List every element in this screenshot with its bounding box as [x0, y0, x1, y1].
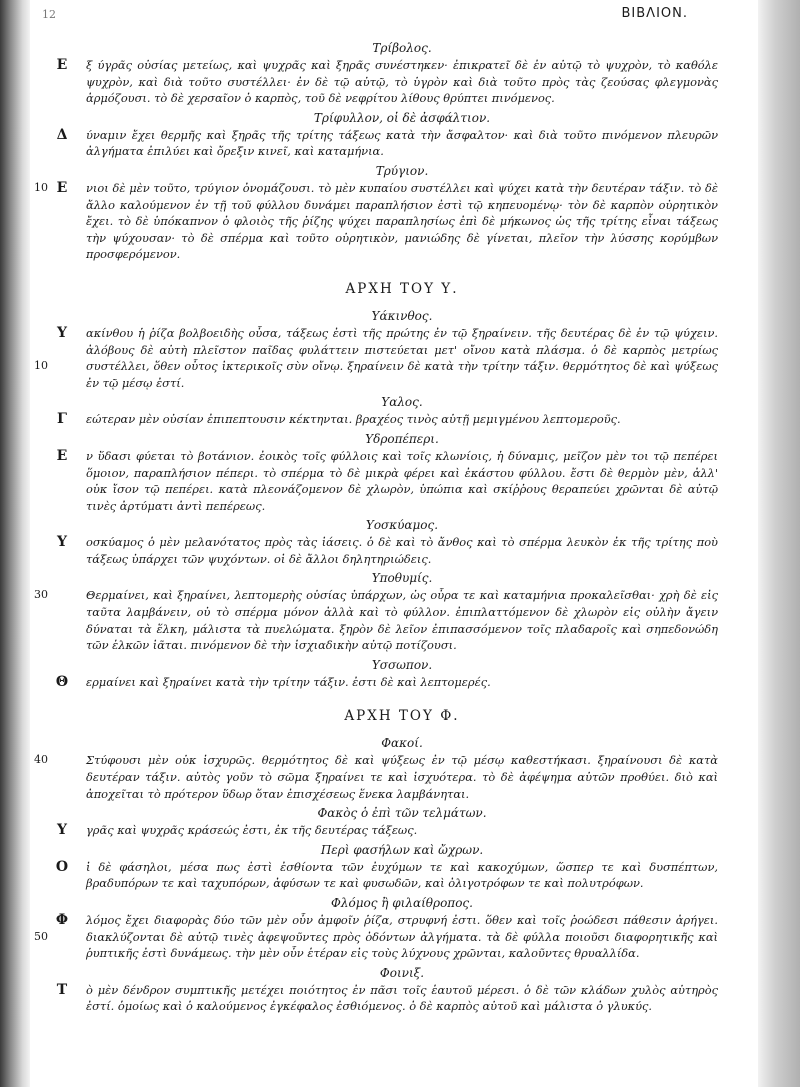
paragraph-text: νιοι δὲ μὲν τοῦτο, τρύγιον ὀνομάζουσι. τὸ μὲν κυπαίου συστέλλει καὶ ψύχει κατὰ τὴν δευτέραν τάξιν. τὸ δὲ ἄλλο καλούμενον ἐν τῇ τοῦ φύλλου δυνάμει παραπλήσιον ἐστὶ τῷ κηπευομένῳ· τὸν δὲ καρπὸν οὐρητικὸν ἔχει. τὸ δὲ ὑπόκαπνον ὁ φλοιὸς τῆς ῥίζης ψύχει παραπλησίως ἐπὶ δὲ μήκωνος ὡς τῆς τρίτης εἶναι τάξεως τὴν ψύχουσαν· τὸ δὲ σπέρμα καὶ τοῦτο οὐρητικὸν, μανιώδης δὲ γίνεται, πλεῖον τὴν λύσσης κορύμβων προσφερόμενον.	[86, 180, 718, 262]
entry-heading: Υσσωπον.	[371, 657, 433, 672]
paragraph-text: ν ὕδασι φύεται τὸ βοτάνιον. ἐοικὸς τοῖς φύλλοις καὶ τοῖς κλωνίοις, ἡ δύναμις, μεῖζον μὲν τοι τῷ πεπέρει ὅμοιον, παραπλήσιον πέπερι. τὸ σπέρμα τὸ δὲ μικρὰ φέρει καὶ ἐκάστου φύλλου. ἔστι δὲ θερμὸν μὲν, ἀλλ' οὐκ ἴσον τῷ πεπέρει. κατὰ πλεονάζομενον δὲ χλωρὸν, ὑπώπια καὶ σκίῤῥους θεραπεύει χρῶνται δὲ αὐτῷ τινὲς ἀρτύματι ἀντὶ πεπέρεως.	[86, 448, 718, 513]
initial-letter: Δ	[56, 126, 68, 143]
entry-heading: Υαλος.	[381, 395, 423, 410]
entry-heading: Υάκινθος.	[371, 308, 433, 323]
binding-shadow-left	[0, 0, 30, 1087]
paragraph	[55, 858, 718, 892]
initial-letter: Ε	[56, 57, 68, 73]
paragraph-text: ακίνθου ἡ ῥίζα βολβοειδὴς οὖσα, τάξεως ἐστὶ τῆς πρώτης ἐν τῷ ξηραίνειν. τῆς δευτέρας δὲ ἐν τῷ ψύχειν. ἀλόβους δὲ αὐτὴ πλεῖστον παῖδας φυλάττειν πιστεύεται μετ' οἴνου κατὰ πλάσμα. ὁ δὲ καρπὸς μετρίως συστέλλει, ὅθεν οὗτος ἰκτερικοῖς σὺν οἴνῳ. ξηραίνειν δὲ κατὰ τὴν τρίτην τάξιν. θερμότητος δὲ καὶ ψύξεως ἐν τῷ μέσῳ ἐστί.	[86, 325, 718, 390]
line-number: 30	[34, 588, 48, 602]
initial-letter: Γ	[57, 411, 67, 428]
entry-heading: Φακὸς ὁ ἐπὶ τῶν τελμάτων.	[317, 806, 487, 821]
paragraph	[56, 57, 718, 107]
book-page	[34, 6, 718, 1081]
paragraph	[34, 587, 718, 653]
initial-letter: Ε	[56, 447, 68, 464]
paragraph-text: ερμαίνει καὶ ξηραίνει κατὰ τὴν τρίτην τάξιν. ἐστι δὲ καὶ λεπτομερές.	[86, 674, 491, 689]
paragraph-text: εώτεραν μὲν οὐσίαν ἐπιπεπτουσιν κέκτηνται. βραχέος τινὸς αὐτῇ μεμιγμένου λεπτομεροῦς.	[86, 412, 621, 427]
initial-letter: Υ	[57, 534, 67, 551]
paragraph-text: ύναμιν ἔχει θερμῆς καὶ ξηρᾶς τῆς τρίτης τάξεως κατὰ τὴν ἄσφαλτον· καὶ διὰ τοῦτο πινόμενον πλευρῶν ἀλγήματα ἐπιλύει καὶ ὄρεξιν κινεῖ, καὶ καταμήνια.	[86, 127, 718, 159]
entry-heading: Τρίφυλλον, οἱ δὲ ἀσφάλτιον.	[313, 110, 491, 125]
paragraph	[34, 324, 718, 391]
entry-heading: Υδροπέπερι.	[365, 431, 439, 446]
section-heading: ΑΡΧΗ ΤΟΥ Φ.	[344, 708, 460, 725]
entry-heading: Φακοί.	[381, 736, 423, 751]
line-number: 10	[34, 359, 48, 373]
page-number: 12	[42, 8, 56, 21]
initial-letter: Ο	[55, 858, 69, 875]
paragraph-text: ἱ δὲ φάσηλοι, μέσα πως ἐστὶ ἐσθίοντα τῶν ἐυχύμων τε καὶ κακοχύμων, ὥσπερ τε καὶ δυσπέπτων, βραδυπόρων τε καὶ ταχυπόρων, ἀφύσων τε καὶ φυσωδῶν, καὶ ὀλιγοτρόφων τε καὶ πολυτρόφων.	[86, 859, 718, 891]
paragraph-text: οσκύαμος ὁ μὲν μελανότατος πρὸς τὰς ἰάσεις. ὁ δὲ καὶ τὸ ἄνθος καὶ τὸ σπέρμα λευκὸν ἐκ τῆς τρίτης ποὺ τάξεως ὑπάρχει τῶν ψυχόντων. οἱ δὲ ἄλλοι δηλητηριώδεις.	[86, 535, 718, 566]
paragraph-text: ὸ μὲν δένδρον συμπτικῆς μετέχει ποιότητος ἐν πᾶσι τοῖς ἑαυτοῦ μέρεσι. ὁ δὲ τῶν κλάδων χυλὸς αὐτηρὸς ἐστί. ὁμοίως καὶ ὁ καλούμενος ἐγκέφαλος ἐσθιόμενος. ὁ δὲ καρπὸς αὐτοῦ καὶ μάλιστα ὁ γλυκύς.	[86, 982, 718, 1014]
paragraph-text: λόμος ἔχει διαφορὰς δύο τῶν μὲν οὖν ἀμφοῖν ῥίζα, στρυφνή ἐστι. ὅθεν καὶ τοῖς ῥοώδεσι πάθεσιν ἀρήγει. διακλύζονται δὲ αὐτῷ τινὲς ἀφεψοῦντες πρὸς ὀδόντων ἀλγήματα. τὰ δὲ φύλλα ποιοῦσι διαφορητικῆς καὶ ῥυπτικῆς ἐστὶ δυνάμεως. τὴν μὲν οὖν ἑτέραν εἰς τοὺς λύχνους χρῶνται, καλοῦντες θρυαλλίδα.	[86, 913, 718, 961]
entry-heading: Φοινιξ.	[379, 965, 425, 980]
initial-letter: Θ	[55, 673, 69, 690]
entry-heading: Περὶ φασήλων καὶ ὤχρων.	[320, 842, 484, 857]
initial-letter: Υ	[57, 324, 67, 341]
section-heading: ΑΡΧΗ ΤΟΥ Υ.	[345, 280, 459, 297]
paragraph	[56, 981, 718, 1015]
initial-letter: Τ	[56, 981, 68, 998]
line-number: 10	[34, 180, 48, 194]
line-number: 40	[34, 753, 48, 767]
line-number: 50	[34, 929, 48, 943]
page-edge-right	[758, 0, 800, 1087]
paragraph-text: γρᾶς καὶ ψυχρᾶς κράσεώς ἐστι, ἐκ τῆς δευτέρας τάξεως.	[86, 823, 418, 838]
initial-letter: Φ	[55, 912, 69, 928]
paragraph-text: Στύφουσι μὲν οὐκ ἰσχυρῶς. θερμότητος δὲ καὶ ψύξεως ἐν τῷ μέσῳ καθεστήκασι. ξηραίνουσι δὲ κατὰ δευτέραν τάξιν. αὐτὸς γοῦν τὸ σῶμα ξηραίνει τε καὶ ἰσχυότερα. τὸ δὲ ἀφέψημα αὐτῶν προθύει. διὸ καὶ ἀποχεῖται τὸ πρότερον ὕδωρ ὅταν ἐπισχέσεως ἕνεκα λαμβάνηται.	[86, 753, 718, 801]
paragraph	[56, 126, 718, 160]
paragraph	[57, 411, 718, 428]
entry-heading: Υοσκύαμος.	[365, 518, 439, 533]
paragraph	[34, 752, 718, 802]
page-body	[34, 41, 718, 1015]
initial-letter: Ε	[56, 179, 68, 196]
entry-heading: Υποθυμίς.	[371, 571, 433, 586]
entry-heading: Τρύγιον.	[375, 163, 429, 178]
entry-heading: Φλόμος ἢ φιλαίθροπος.	[331, 896, 473, 910]
paragraph	[56, 447, 718, 514]
paragraph	[55, 673, 718, 691]
paragraph	[57, 534, 718, 567]
paragraph	[34, 179, 718, 263]
paragraph	[57, 822, 718, 839]
initial-letter: Υ	[57, 822, 67, 839]
running-head: ΒΙΒΛΙΟΝ.	[621, 6, 688, 21]
entry-heading: Τρίβολος.	[372, 41, 432, 55]
paragraph	[34, 912, 718, 962]
paragraph-text: ξ ύγρᾶς οὐσίας μετείως, καὶ ψυχρᾶς καὶ ξηρᾶς συνέστηκεν· ἐπικρατεῖ δὲ ἐν αὐτῷ τὸ ψυχρὸν, τὸ καθόλε ψυχρὸν, καὶ διὰ τοῦτο συστέλλει· ἐν δὲ τῷ αὐτῷ, τὸ ὑγρὸν καὶ διὰ τοῦτο πρὸς τὰς ζεούσας φλεγμονὰς ἁρμόζουσι. τὸ δὲ χερσαῖον ὁ καρπὸς, τοῦ δὲ νεφρίτου λίθους θρύπτει πινόμενος.	[86, 58, 718, 106]
paragraph-text: Θερμαίνει, καὶ ξηραίνει, λεπτομερὴς οὐσίας ὑπάρχων, ὡς οὖρα τε καὶ καταμήνια προκαλεῖσθαι· χρὴ δὲ εἰς ταῦτα λαμβάνειν, οὐ τὸ σπέρμα μόνον ἀλλὰ καὶ τὸ φύλλον. ἐπιπλαττόμενον δὲ χλωρὸν εἰς οὐλὴν ἄγειν δύναται τὰ ἕλκη, μάλιστα τὰ πυελώματα. ξηρὸν δὲ λεῖον ἐπιπασσόμενον τοῖς πλαδαροῖς καὶ σηπεδονώδη τῶν ἑλκῶν ἰᾶται. πινόμενον δὲ τὴν ἰσχιαδικὴν αὐτῷ ποτίζουσι.	[86, 588, 718, 653]
